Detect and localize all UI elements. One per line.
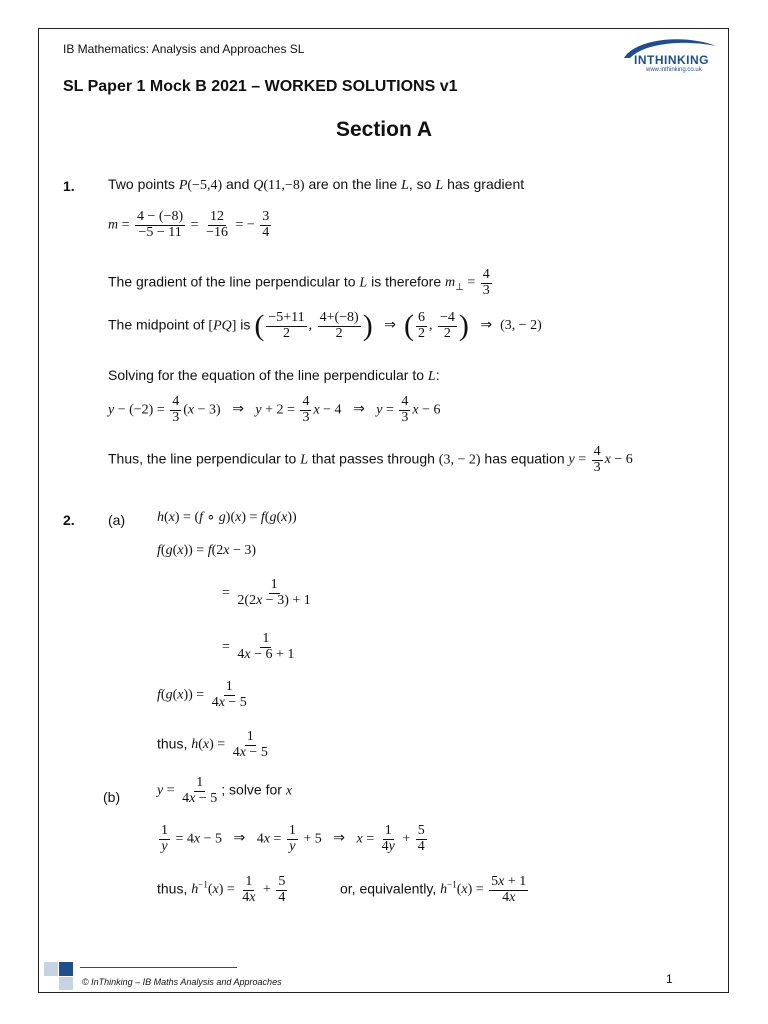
q2a-step2: = $\frac{1}{2(2x - 3) + 1}$ — [222, 577, 311, 608]
q1-gradient-calc: m = $\frac{4 - (-8)}{-5 - 11}$ = $\frac{12}{-16}$ = − $\frac{3}{4}$ — [108, 209, 270, 240]
inthinking-logo — [616, 36, 726, 76]
q2a-step3: = $\frac{1}{4x - 6 + 1}$ — [222, 631, 295, 662]
footer-rule — [80, 967, 237, 968]
q2b-rearrange: $\frac{1}{y}$ = 4x − 5 ⇒ 4x = $\frac{1}{y}$ + 5 ⇒ x = $\frac{1}{4y}$ + $\frac{5}{4}$ — [161, 823, 425, 854]
question-1-number: 1. — [63, 178, 75, 194]
q2a-result: thus, h(x) = $\frac{1}{4x - 5}$ — [157, 729, 268, 760]
q2-part-b-label: (b) — [103, 789, 121, 805]
q2a-step4: f(g(x)) = $\frac{1}{4x - 5}$ — [157, 679, 247, 710]
q1-intro-line: Two points P(−5,4) and Q(11,−8) are on the line L, so L has gradient — [108, 176, 525, 193]
page-number: 1 — [666, 972, 673, 986]
q2b-inverse-alt: or, equivalently, $h^{-1}(x)$ = $\frac{5x + 1}{4x}$ — [340, 874, 527, 905]
q1-conclusion: Thus, the line perpendicular to L that passes through (3, − 2) has equation y = $\frac{4}{3}$ x − 6 — [108, 444, 633, 475]
footer-copyright: © InThinking – IB Maths Analysis and Approaches — [82, 977, 282, 987]
logo-text: INTHINKING — [634, 53, 709, 67]
section-title: Section A — [335, 118, 433, 141]
q1-midpoint: The midpoint of [PQ] is ( $\frac{-5+11}{2}$ , $\frac{4+(-8)}{2}$ ) ⇒ ( $\frac{6}{2}$ , $\frac{-4}{2}$ ) ⇒ (3, − 2) — [108, 309, 542, 343]
footer-squares-icon — [44, 962, 74, 990]
q2b-inverse: thus, $h^{-1}(x)$ = $\frac{1}{4x}$ + $\frac{5}{4}$ — [157, 874, 286, 905]
logo-url: www.inthinking.co.uk — [646, 67, 702, 73]
course-name: IB Mathematics: Analysis and Approaches SL — [63, 42, 305, 56]
q2-part-a-label: (a) — [108, 512, 126, 528]
q1-equation-steps: y − (−2) = $\frac{4}{3}$ (x − 3) ⇒ y + 2 = $\frac{4}{3}$ x − 4 ⇒ y = $\frac{4}{3}$ x − 6 — [108, 394, 441, 425]
q2a-step1: f(g(x)) = f(2x − 3) — [157, 543, 257, 558]
paper-title: SL Paper 1 Mock B 2021 – WORKED SOLUTIONS v1 — [63, 78, 458, 95]
q2a-composite-def: h(x) = (f ∘ g)(x) = f(g(x)) — [157, 510, 297, 525]
q1-perp-gradient: The gradient of the line perpendicular to L is therefore $m_\perp$ = $\frac{4}{3}$ — [108, 267, 490, 298]
q2b-start: y = $\frac{1}{4x - 5}$ ; solve for x — [157, 775, 293, 806]
q1-solving-line: Solving for the equation of the line perpendicular to L: — [108, 367, 440, 384]
question-2-number: 2. — [63, 512, 75, 528]
